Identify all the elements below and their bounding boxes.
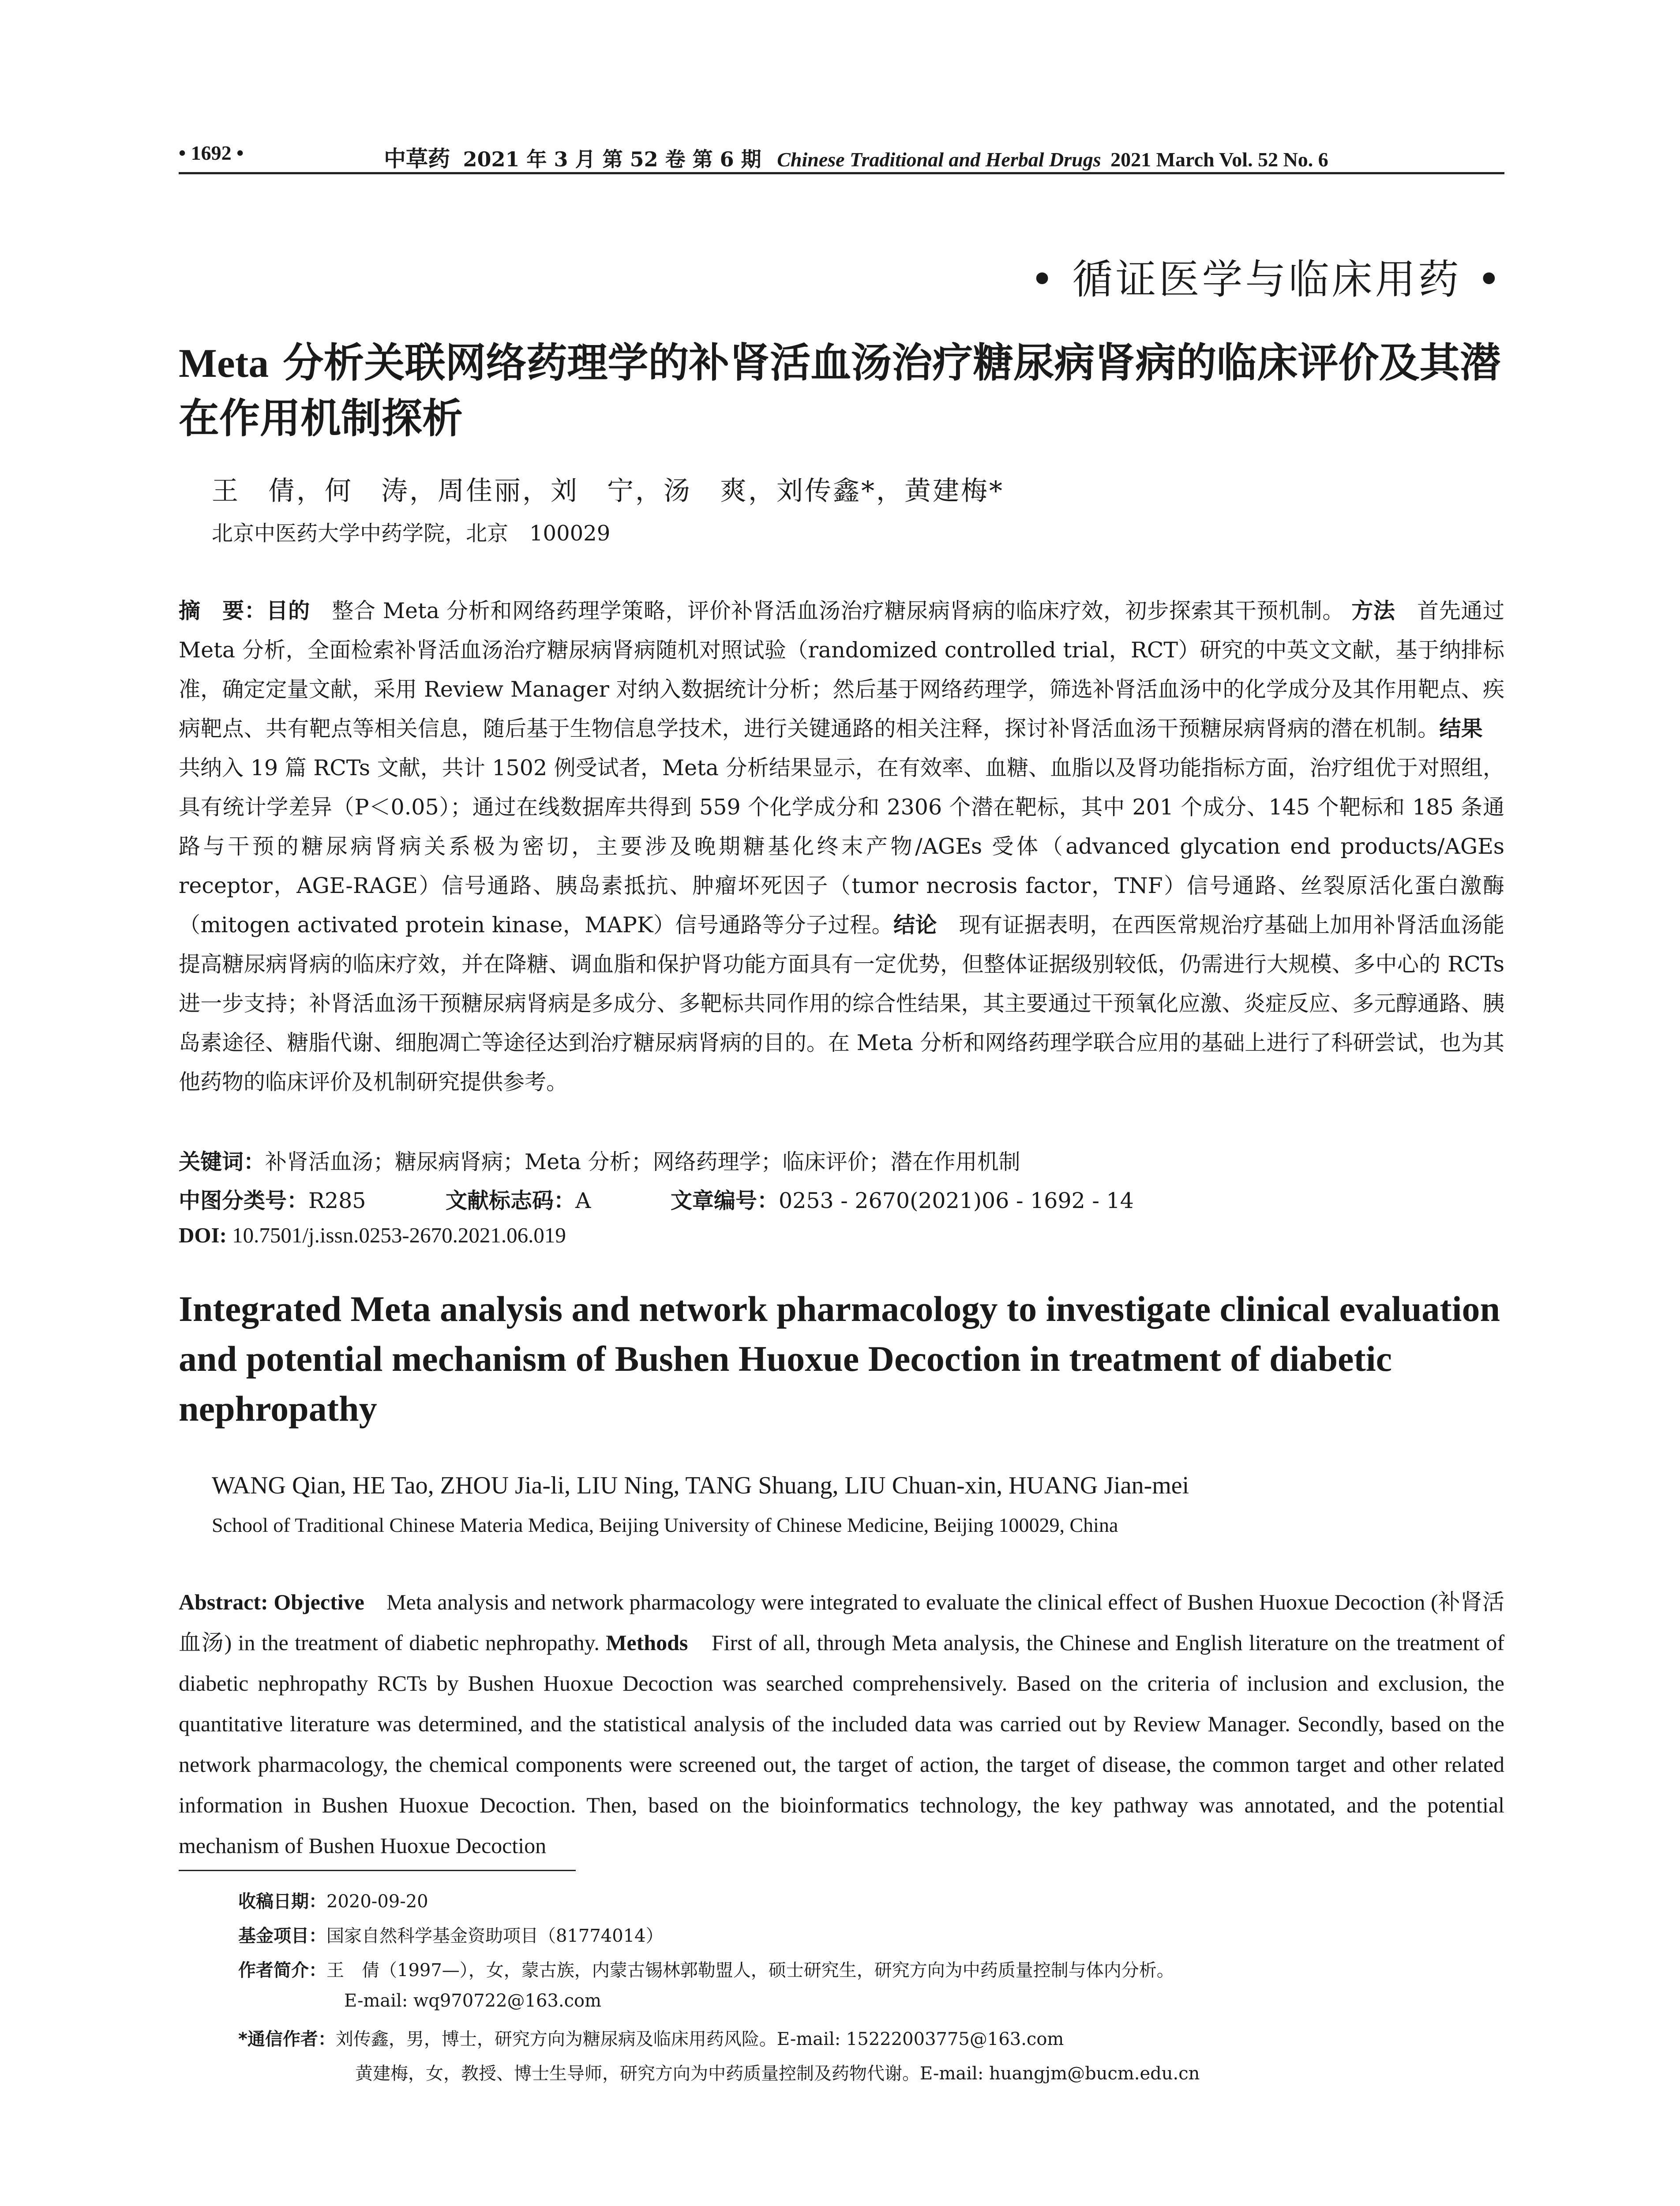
methods-en: First of all, through Meta analysis, the Chinese and English literature on the treatment of diabetic nephropathy RCTs by Bushen Huoxue Decoction was searched comprehensively. Based on the criteria of inclusion and exclusion, the quantitative literature was determined, and the statistical analysis of the included data was carried out by Review Manager. Secondly, based on the network pharmacology, the chemical components were screened out, the target of action, the target of disease, the common target and other related information in Bushen Huoxue Decoction. Then, based on the bioinformatics technology, the key pathway was annotated, and the potential mechanism of Bushen Huoxue Decoction — [179, 1630, 1504, 1858]
conclusion-cn: 现有证据表明，在西医常规治疗基础上加用补肾活血汤能提高糖尿病肾病的临床疗效，并在降糖、调血脂和保护肾功能方面具有一定优势，但整体证据级别较低，仍需进行大规模、多中心的 RCTs 进一步支持；补肾活血汤干预糖尿病肾病是多成分、多靶标共同作用的综合性结果，其主要通过干预氧化应激、炎症反应、多元醇通路、胰岛素途径、糖脂代谢、细胞凋亡等途径达到治疗糖尿病肾病的目的。在 Meta 分析和网络药理学联合应用的基础上进行了科研尝试，也为其他药物的临床评价及机制研究提供参考。 — [179, 912, 1504, 1095]
fund-value: 国家自然科学基金资助项目（81774014） — [326, 1926, 664, 1946]
section-banner: • 循证医学与临床用药 • — [1030, 256, 1504, 303]
objective-en: Meta analysis and network pharmacology were integrated to evaluate the clinical effect of Bushen Huoxue Decoction (补肾活血汤) in the treatment of diabetic nephropathy. — [179, 1590, 1504, 1655]
article-title-en: Integrated Meta analysis and network pharmacology to investigate clinical evaluation and potential mechanism of Bushen Huoxue Decoction in treatment of diabetic nephropathy — [179, 1289, 1500, 1429]
article-no-label: 文章编号： — [671, 1188, 779, 1213]
clc-value: R285 — [308, 1188, 366, 1213]
corresponding-1: 刘传鑫，男，博士，研究方向为糖尿病及临床用药风险。E-mail: 15222003775@163.com — [335, 2029, 1064, 2049]
methods-label-cn: 方法 — [1351, 598, 1395, 623]
authors-cn: 王 倩，何 涛，周佳丽，刘 宁，汤 爽，刘传鑫*，黄建梅* — [212, 476, 1004, 506]
author-bio-value: 王 倩（1997—），女，蒙古族，内蒙古锡林郭勒盟人，硕士研究生，研究方向为中药质量控制与体内分析。 — [326, 1960, 1174, 1981]
header-rule — [179, 172, 1504, 174]
doi-value: 10.7501/j.issn.0253-2670.2021.06.019 — [226, 1223, 566, 1247]
footnote-corresponding — [238, 2025, 1064, 2050]
author-email: E-mail: wq970722@163.com — [344, 1991, 602, 2011]
objective-cn: 整合 Meta 分析和网络药理学策略，评价补肾活血汤治疗糖尿病肾病的临床疗效，初步探索其干预机制。 — [310, 598, 1344, 623]
corresponding-label: *通信作者： — [238, 2029, 336, 2049]
received-label: 收稿日期： — [238, 1891, 326, 1912]
abstract-en-label: Abstract: Objective — [179, 1590, 364, 1614]
abstract-cn-label: 摘 要： — [179, 598, 266, 623]
running-header — [384, 141, 1328, 173]
title-cn-rest: 分析关联网络药理学的补肾活血汤治疗糖尿病肾病的临床评价及其潜在作用机制探析 — [179, 339, 1501, 442]
issue-cn: 2021 年 3 月 第 52 卷 第 6 期 — [463, 147, 761, 171]
doi-line — [179, 1223, 566, 1248]
footnote-author — [238, 1956, 1174, 1981]
doc-code-value: A — [575, 1188, 591, 1213]
classification-line — [179, 1184, 1134, 1215]
doc-code-label: 文献标志码： — [446, 1188, 576, 1213]
issue-en: 2021 March Vol. 52 No. 6 — [1110, 148, 1328, 171]
results-label-cn: 结果 — [1439, 716, 1483, 741]
received-value: 2020-09-20 — [326, 1891, 428, 1912]
methods-label-en: Methods — [606, 1630, 688, 1655]
methods-cn: 首先通过 Meta 分析，全面检索补肾活血汤治疗糖尿病肾病随机对照试验（randomized controlled trial，RCT）研究的中英文文献，基于纳排标准，确定定量文献，采用 Review Manager 对纳入数据统计分析；然后基于网络药理学，筛选补肾活血汤中的化学成分及其作用靶点、疾病靶点、共有靶点等相关信息，随后基于生物信息学技术，进行关键通路的相关注释，探讨补肾活血汤干预糖尿病肾病的潜在机制。 — [179, 598, 1504, 741]
objective-label-cn: 目的 — [266, 598, 310, 623]
footnote-fund — [238, 1922, 664, 1947]
fund-label: 基金项目： — [238, 1926, 326, 1946]
article-title-cn — [179, 335, 1504, 446]
footnote-received — [238, 1887, 428, 1913]
conclusion-label-cn: 结论 — [893, 912, 938, 938]
affiliation-cn: 北京中医药大学中药学院，北京 100029 — [212, 521, 611, 546]
abstract-cn — [179, 591, 1504, 1102]
abstract-en — [179, 1582, 1504, 1866]
author-bio-label: 作者简介： — [238, 1960, 326, 1981]
affiliation-en: School of Traditional Chinese Materia Medica, Beijing University of Chinese Medicine, Beijing 100029, China — [212, 1514, 1118, 1536]
results-cn: 共纳入 19 篇 RCTs 文献，共计 1502 例受试者，Meta 分析结果显示，在有效率、血糖、血脂以及肾功能指标方面，治疗组优于对照组，具有统计学差异（P＜0.05）；通过在线数据库共得到 559 个化学成分和 2306 个潜在靶标，其中 201 个成分、145 个靶标和 185 条通路与干预的糖尿病肾病关系极为密切，主要涉及晚期糖基化终末产物/AGEs 受体（advanced glycation end products/AGEs receptor，AGE-RAGE）信号通路、胰岛素抵抗、肿瘤坏死因子（tumor necrosis factor，TNF）信号通路、丝裂原活化蛋白激酶（mitogen activated protein kinase，MAPK）信号通路等分子过程。 — [179, 716, 1504, 938]
clc-label: 中图分类号： — [179, 1188, 309, 1213]
title-cn-prefix: Meta — [179, 341, 269, 386]
page-number: • 1692 • — [179, 142, 244, 164]
doi-label: DOI: — [179, 1223, 227, 1247]
article-no-value: 0253 - 2670(2021)06 - 1692 - 14 — [779, 1188, 1134, 1213]
journal-name-cn: 中草药 — [384, 146, 450, 172]
authors-en: WANG Qian, HE Tao, ZHOU Jia-li, LIU Ning, TANG Shuang, LIU Chuan-xin, HUANG Jian-mei — [212, 1472, 1189, 1499]
keywords-label: 关键词： — [179, 1149, 266, 1174]
footnote-rule — [179, 1870, 576, 1871]
corresponding-2: 黄建梅，女，教授、博士生导师，研究方向为中药质量控制及药物代谢。E-mail: huangjm@bucm.edu.cn — [355, 2063, 1200, 2084]
keywords-line — [179, 1145, 1020, 1176]
journal-name-en: Chinese Traditional and Herbal Drugs — [777, 148, 1101, 171]
keywords-value: 补肾活血汤；糖尿病肾病；Meta 分析；网络药理学；临床评价；潜在作用机制 — [265, 1149, 1020, 1174]
